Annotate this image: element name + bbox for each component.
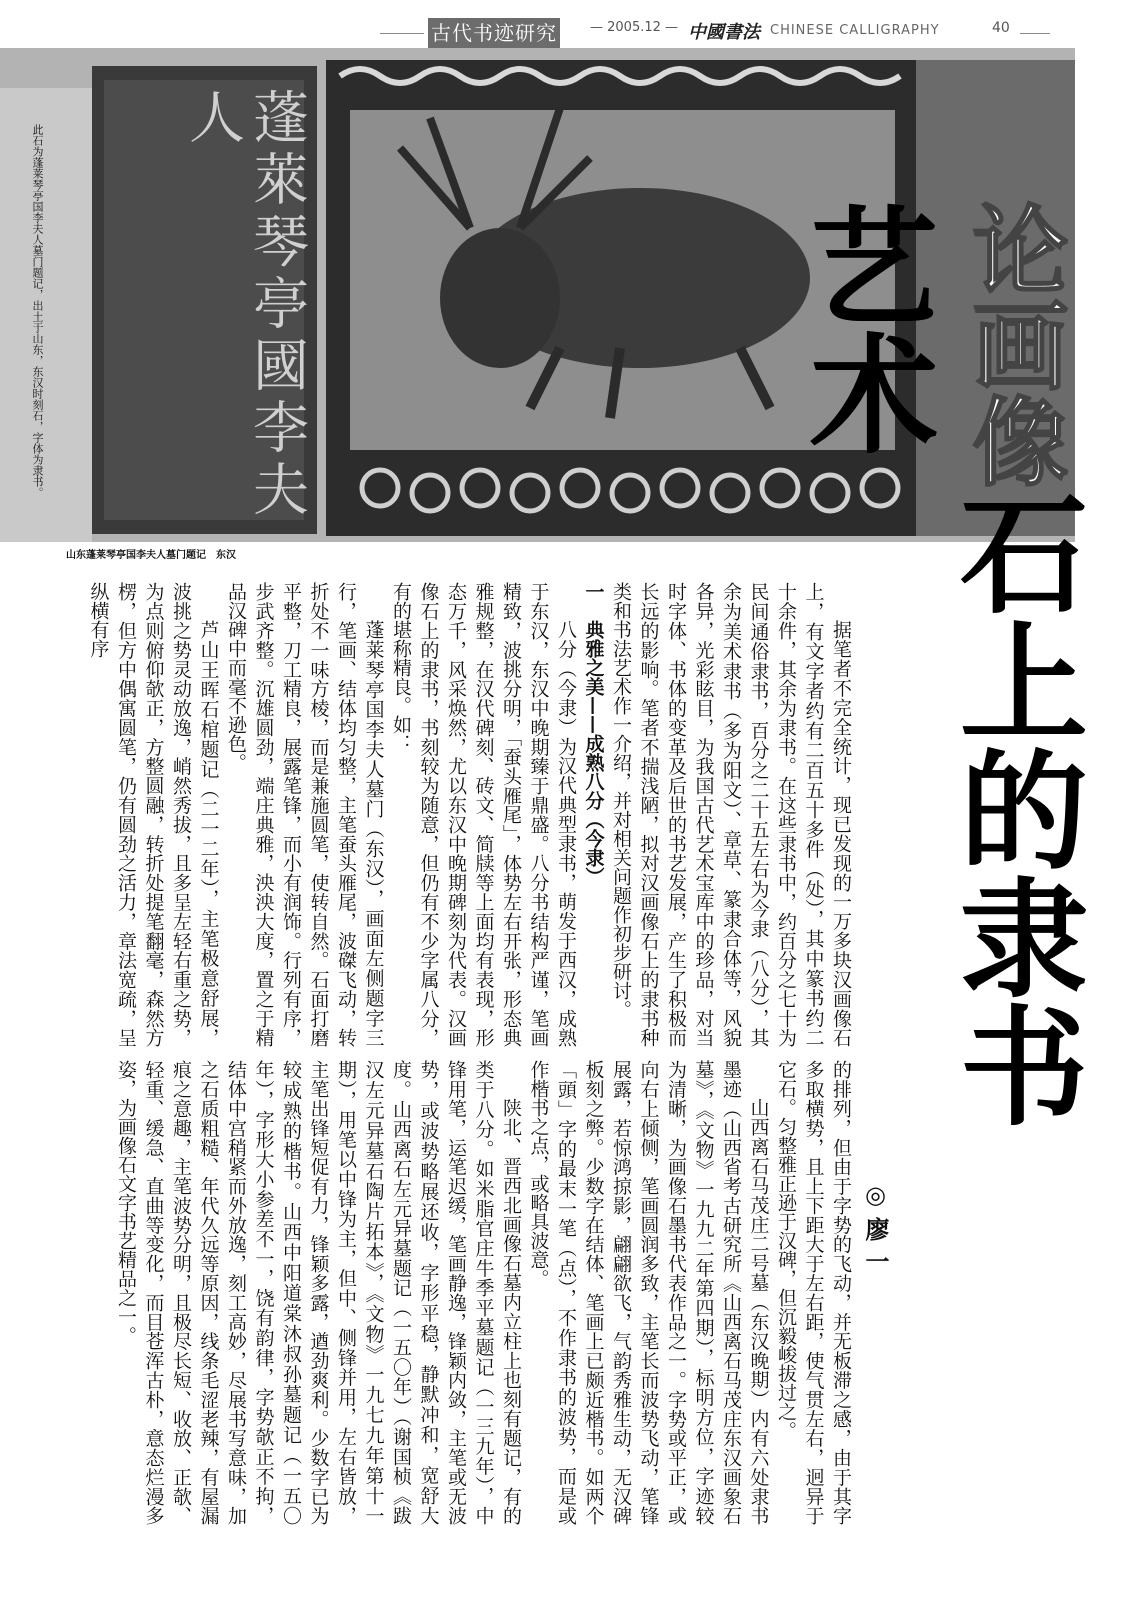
- header-rule-right: [1020, 33, 1050, 34]
- figure-caption: 山东蓬莱琴亭国李夫人墓门题记 东汉: [66, 550, 236, 561]
- page-number: 40: [992, 20, 1010, 36]
- paragraph: 据笔者不完全统计，现已发现的一万多块汉画像石上，有文字者约有二百五十多件（处），其中篆书约二十余件，其余为隶书。在这些隶书中，约百分之七十为民间通俗隶书，百分之二十五左右为今隶（八分），其余为美术隶书（多为阳文）、章草、篆隶合体等，风貌各异，光彩眩目，为我国古代艺术宝库中的珍品，对当时字体、书体的变革及后世的书艺发展，产生了积极而长远的影响。笔者不揣浅陋，拟对汉画像石上的隶书种类和书法艺术作一介绍，并对相关问题作初步研讨。: [610, 582, 852, 1047]
- paragraph: 的排列，但由于字势的飞动，并无板滞之感，由于其字多取横势，且上下距大于左右距，使气贯左右，迥异于它石。匀整雅正逊于汉碑，但沉毅峻拔过之。: [775, 1060, 852, 1525]
- magazine-name-en: CHINESE CALLIGRAPHY: [770, 23, 940, 38]
- paragraph: 芦山王晖石棺题记（二一二年），主笔极意舒展，波挑之势灵动放逸，峭然秀拔，且多呈左轻右重之势，为点则俯仰欹正，方整圆融，转折处提笔翻毫，森然方楞，但方中偶寓圆笔，仍有圆劲之活力，章法宽疏，呈纵横有序: [87, 582, 220, 1047]
- paragraph: 山西离石马茂庄二号墓（东汉晚期）内有六处隶书墨迹（山西省考古研究所《山西离石马茂庄东汉画象石墓》，《文物》一九九二年第四期），标明方位，字迹较为清晰，为画像石墨书代表作品之一。字势或平正，或向右上倾侧，笔画圆润多致，主笔长而波势飞动，笔锋展露，若惊鸿掠影，翩翩欲飞，气韵秀雅生动，无汉碑板刻之弊。少数字在结体、笔画上已颇近楷书。如两个「頭」字的最末一笔（点），不作隶书的波势，而是或作楷书之点，或略具波意。: [527, 1060, 770, 1525]
- author-byline: ◎廖一: [861, 1180, 890, 1281]
- section-heading: 一 典雅之美——成熟八分（今隶）: [582, 582, 605, 886]
- header-rule-left: [380, 33, 424, 34]
- inscription-rubbing-text: 蓬萊琴亭國李夫人: [180, 88, 309, 522]
- issue-date: — 2005.12 —: [590, 20, 679, 35]
- paragraph: 蓬莱琴亭国李夫人墓门（东汉），画面左侧题字三行，笔画、结体均匀整，主笔蚕头雁尾，波磔飞动，转折处不一味方棱，而是兼施圆笔，使转自然。石面打磨平整，刀工精良，展露笔锋，而小有润饰。行列有序，步武齐整。沉雄圆劲，端庄典雅，泱泱大度，置之于精品汉碑中而毫不逊色。: [225, 582, 385, 1047]
- section-title: 古代书迹研究: [428, 18, 560, 48]
- article-body-upper: [64, 582, 854, 1047]
- side-note: 此石为蓬莱琴亭国李夫人墓门题记，出土于山东，东汉时刻石，字体为隶书。: [31, 124, 44, 498]
- article-title-main: 石上的隶书艺术: [788, 200, 1088, 1128]
- paragraph: 陕北、晋西北画像石墓内立柱上也刻有题记，有的类于八分。如米脂官庄牛季平墓题记（一三九年），中锋用笔，运笔迟缓，笔画静逸，锋颖内敛，主笔或无波势，或波势略展还收，字形平稳，静默冲和，宽舒大度。山西离石左元异墓题记（一五〇年）（谢国桢《跋汉左元异墓石陶片拓本》，《文物》一九七九年第十一期），用笔以中锋为主，但中、侧锋并用，左右皆放，主笔出锋短促有力，锋颖多露，遒劲爽利。少数字已为较成熟的楷书。山西中阳道棠沐叔孙墓题记（一五〇年），字形大小参差不一，饶有韵律，字势欹正不拘，结体中宫稍紧而外放逸，刻工高妙，尽展书写意味，加之石质粗糙、年代久远等原因，线条毛涩老辣，有屋漏痕之意趣，主笔波势分明，且极尽长短、收放、正欹、轻重、缓急、直曲等变化，而目苍浑古朴，意态烂漫多姿，为画像石文字书艺精品之一。: [115, 1060, 522, 1525]
- article-body-lower: [64, 1060, 854, 1525]
- paragraph: 八分（今隶）为汉代典型隶书，萌发于西汉，成熟于东汉，东汉中晚期臻于鼎盛。八分书结构严谨，笔画精致，波挑分明，「蚕头雁尾」，体势左右开张，形态典雅规整，在汉代碑刻、砖文、简牍等上面均有表现，形态万千，风采焕然，尤以东汉中晚期碑刻为代表。汉画像石上的隶书，书刻较为随意，但仍有不少字属八分，有的堪称精良。如：: [390, 582, 577, 1047]
- article-title-prefix: 论画像: [957, 200, 1070, 488]
- magazine-logo: 中國書法: [688, 22, 760, 43]
